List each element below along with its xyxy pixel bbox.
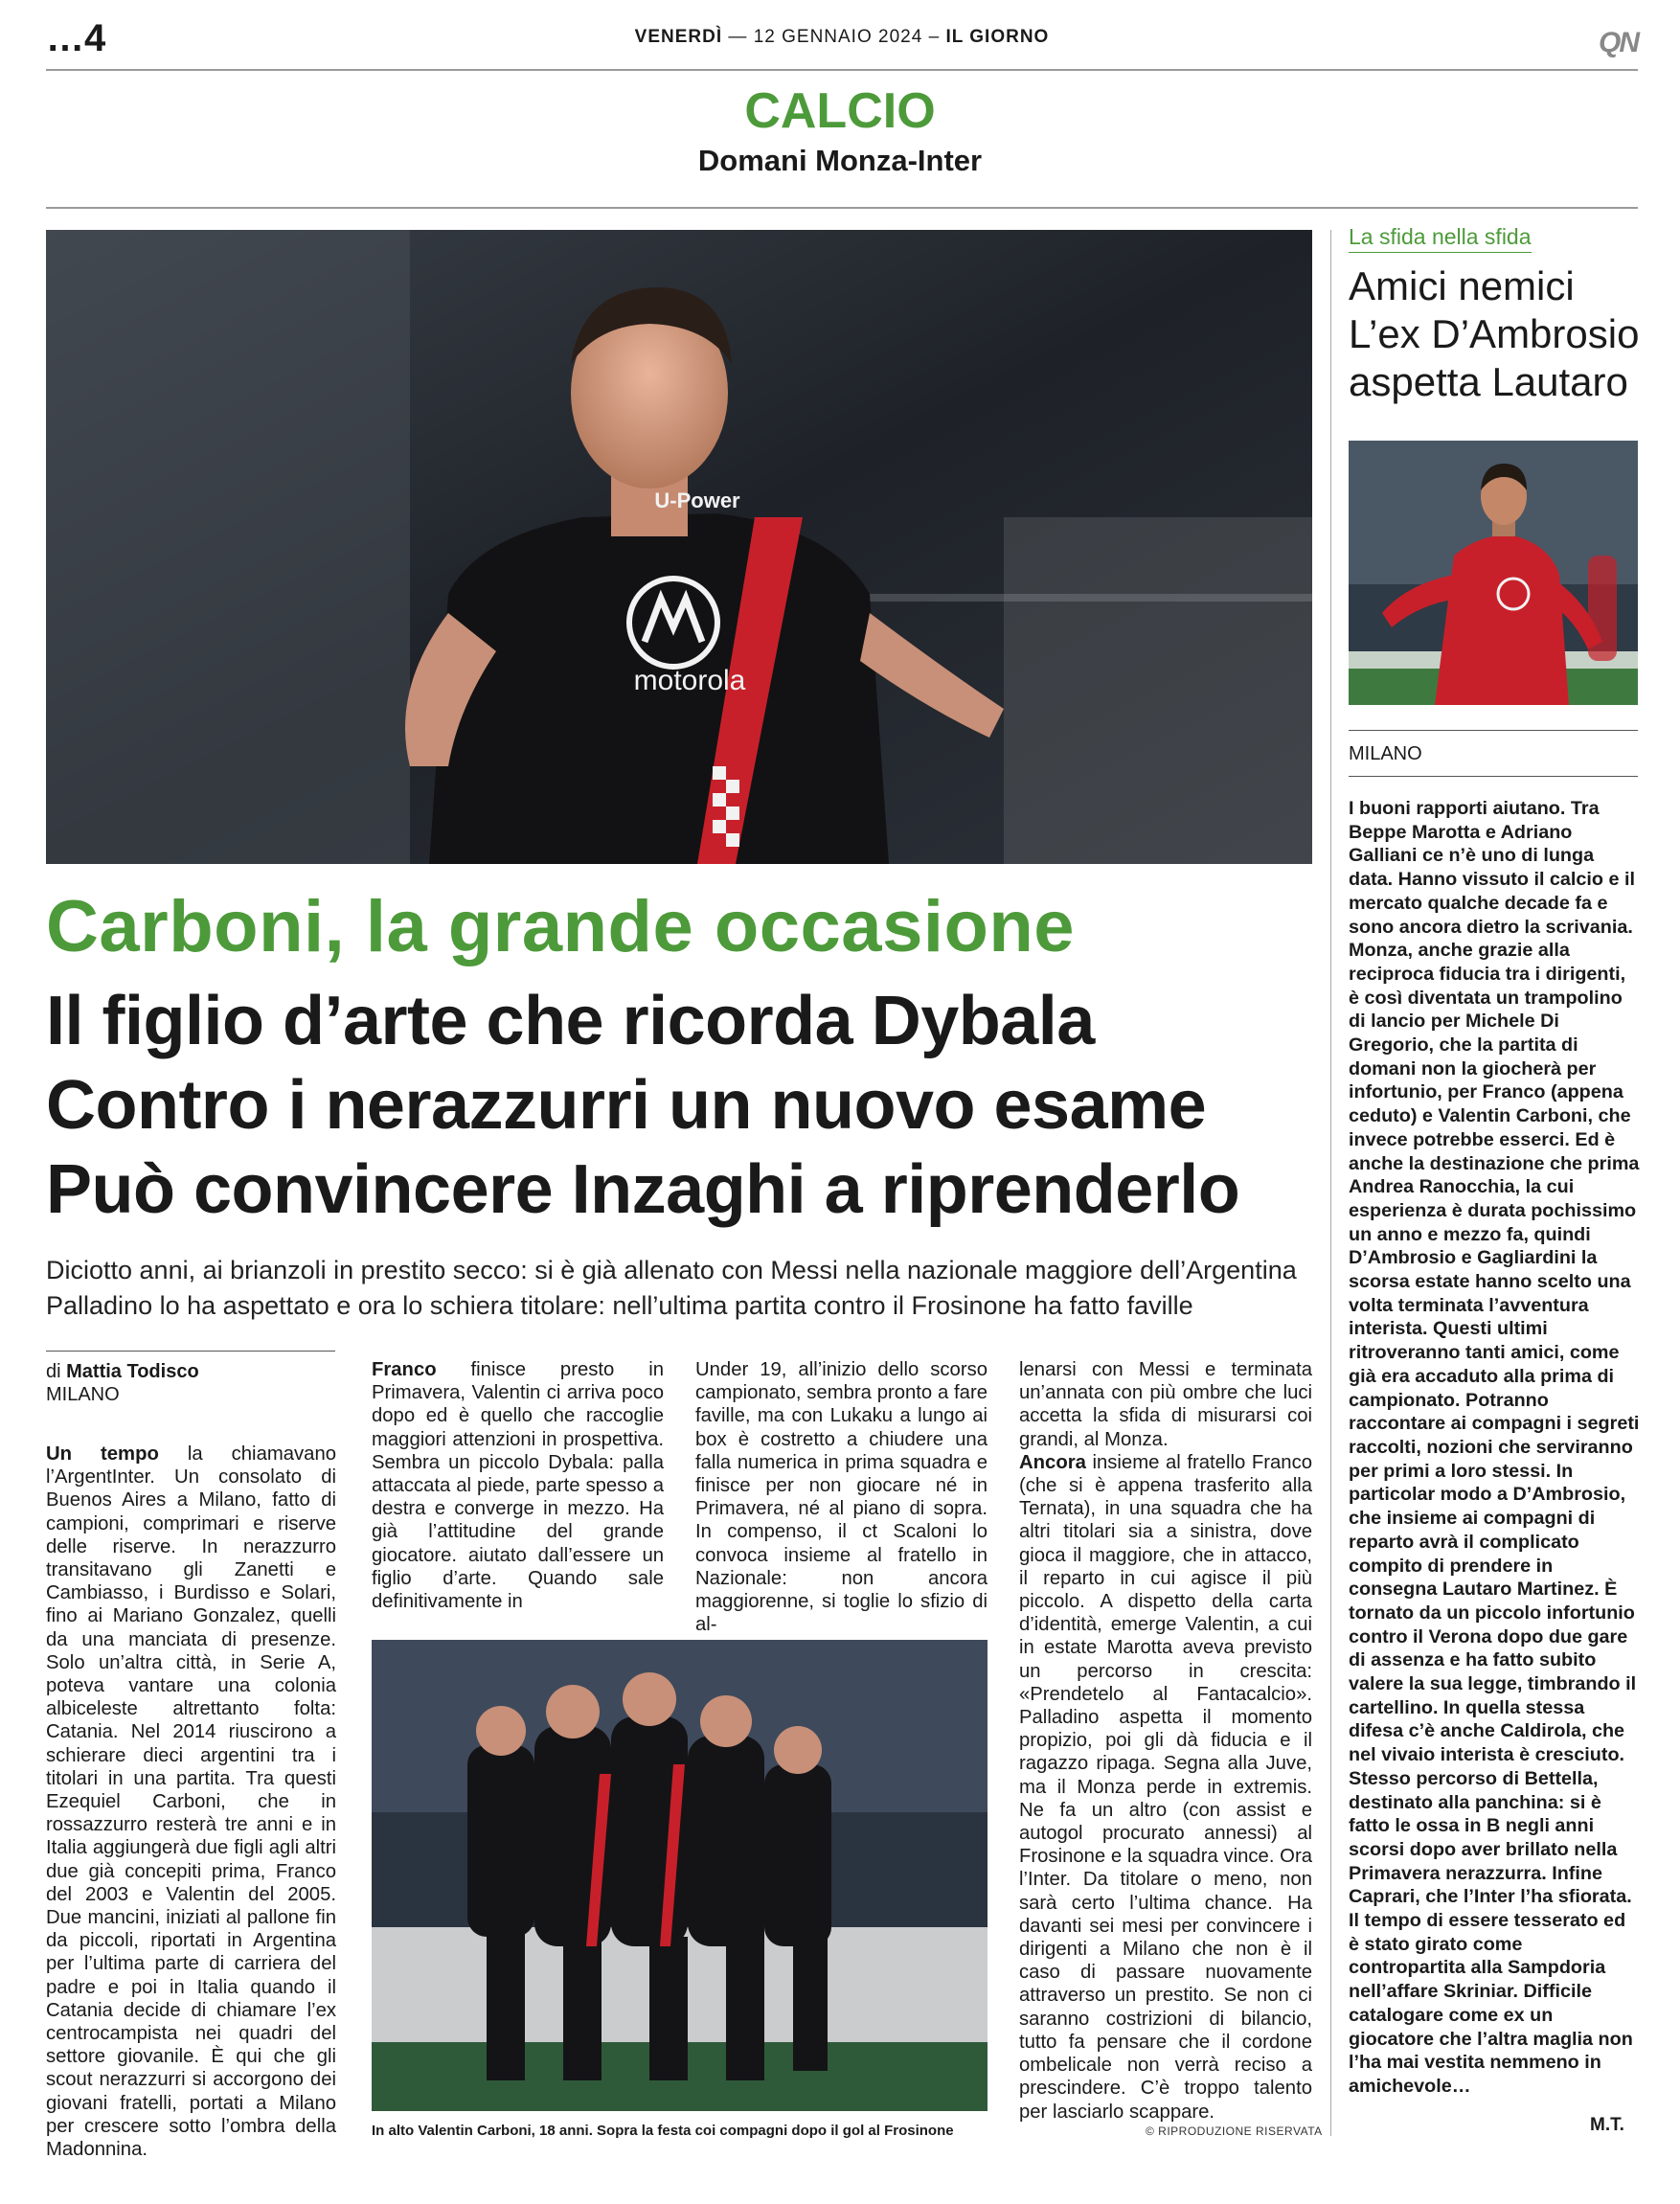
dateline: VENERDÌ — 12 GENNAIO 2024 – IL GIORNO — [634, 27, 1050, 47]
byline-prefix: di — [46, 1361, 61, 1382]
divider — [1349, 730, 1638, 731]
byline — [46, 1360, 199, 1406]
date: 12 GENNAIO 2024 — [753, 27, 923, 47]
article-column-1 — [46, 1443, 336, 2161]
headline-main — [46, 979, 1239, 1232]
sponsor-text: U-Power — [654, 489, 740, 512]
page-number: …4 — [46, 17, 106, 59]
article-column-4 — [1019, 1358, 1312, 2124]
sidebar-photo-illustration — [1349, 441, 1638, 705]
sidebar-title-line-1: Amici nemici — [1349, 263, 1575, 308]
column-divider — [1330, 230, 1331, 2136]
celebration-photo — [372, 1640, 988, 2111]
sidebar-title-line-2: L’ex D’Ambrosio — [1349, 311, 1640, 356]
summary-line-2: Palladino lo ha aspettato e ora lo schiera titolare: nell’ultima partita contro il Frosinone ha fatto faville — [46, 1291, 1193, 1320]
article-column-2 — [372, 1358, 664, 1613]
section-subtitle: Domani Monza-Inter — [697, 144, 983, 177]
byline-place: MILANO — [46, 1384, 120, 1405]
shirt-logo-text: motorola — [633, 665, 746, 696]
section-title: CALCIO — [744, 83, 936, 139]
sidebar-kicker: La sfida nella sfida — [1349, 224, 1532, 253]
column-text: finisce presto in Primavera, Valentin ci arriva poco dopo ed è quello che raccoglie maggiori attenzioni in prospettiva. Sembra un piccolo Dybala: palla attaccata al piede, parte spesso a destra e converge in mezzo. Ha già l’attitudine del grande giocatore. aiutato dall’essere un figlio d’arte. Quando sale definitivamente in — [372, 1359, 664, 1613]
column-text: insieme al fratello Franco (che si è appena trasferito alla Ternata), in una squadra che ha altri titolari sia a sinistra, dove gioca il maggiore, che in attacco, il reparto in cui agisce il più piccolo. A dispetto della carta d’identità, emerge Valentin, a cui in estate Marotta aveva previsto un percorso in crescita: «Prendetelo al Fantacalcio». Palladino aspetta il momento propizio, poi gli dà fiducia e il ragazzo ripaga. Segna alla Juve, ma il Monza perde in extremis. Ne fa un altro (con assist e autogol procurato annessi) al Frosinone e la squadra vince. Ora l’Inter. Da titolare o meno, non sarà certo l’ultima chance. Ha davanti sei mesi per convincere i dirigenti a Milano che non è il caso di passare nuovamente attraverso un prestito. Se non ci saranno costrizioni di bilancio, tutto fa pensare che il cordone ombelicale non verrà reciso a prescindere. C’è troppo talento per lasciarlo scappare. — [1019, 1451, 1312, 2123]
copyright-notice: © RIPRODUZIONE RISERVATA — [1146, 2124, 1323, 2138]
divider — [46, 207, 1638, 209]
lead-word: Franco — [372, 1359, 437, 1380]
headline-line-2: Contro i nerazzurri un nuovo esame — [46, 1067, 1207, 1144]
page-header — [46, 17, 1638, 71]
newspaper-name: IL GIORNO — [945, 27, 1050, 47]
sidebar-signature: M.T. — [1590, 2115, 1624, 2135]
article-column-3 — [695, 1358, 988, 1636]
lead-word: Un tempo — [46, 1443, 159, 1465]
main-photo-illustration — [46, 230, 1312, 864]
column-text: lenarsi con Messi e terminata un’annata con più ombre che luci accetta la sfida di misurarsi coi grandi, al Monza. — [1019, 1359, 1312, 1450]
lead-word: I buoni — [1349, 798, 1411, 819]
sidebar-title — [1349, 262, 1646, 406]
photo-caption: In alto Valentin Carboni, 18 anni. Sopra la festa coi compagni dopo il gol al Frosinone — [372, 2123, 954, 2139]
author-name: Mattia Todisco — [66, 1361, 199, 1382]
celebration-photo-illustration — [372, 1640, 988, 2111]
sidebar-photo — [1349, 441, 1638, 705]
sidebar-title-line-3: aspetta Lautaro — [1349, 359, 1628, 404]
headline-line-1: Il figlio d’arte che ricorda Dybala — [46, 983, 1095, 1059]
article-summary — [46, 1253, 1312, 1324]
divider — [46, 1351, 335, 1352]
lead-word: Ancora — [1019, 1451, 1086, 1473]
sidebar-text: rapporti aiutano. Tra Beppe Marotta e Adriano Galliani ce n’è uno di lunga data. Hanno vissuto il calcio e il mercato qualche decade fa e sono ancora dietro la scrivania. Monza, anche grazie alla reciproca fiducia tra i dirigenti, è così diventata un trampolino di lancio per Michele Di Gregorio, che la partita di domani non la giocherà per infortunio, per Franco (appena ceduto) e Valentin Carboni, che invece potrebbe esserci. Ed è anche la destinazione che prima Andrea Ranocchia, la cui esperienza è durata pochissimo un anno e mezzo fa, quindi D’Ambrosio e Gagliardini la scorsa estate hanno scelto una volta terminata l’avventura interista. Questi ultimi ritroveranno tanti amici, come già era accaduto alla prima di campionato. Potranno raccontare ai compagni i segreti raccolti, nozioni che serviranno per primi a loro stessi. In particolar modo a D’Ambrosio, che insieme ai compagni di reparto avrà il complicato compito di prendere in consegna Lautaro Martinez. È tornato da un piccolo infortunio contro il Verona dopo due gare di assenza e ha fatto subito valere la sua legge, timbrando il cartellino. In quella stessa difesa c’è anche Caldirola, che nel vivaio interista è cresciuto. Stesso percorso di Bettella, destinato alla panchina: si è fatto le ossa in B negli anni scorsi dopo aver brillato nella Primavera nerazzurra. Infine Caprari, che l’Inter l’ha sfiorata. Il tempo di essere tesserato ed è stato girato come contropartita alla Sampdoria nell’affare Skriniar. Difficile catalogare come ex un giocatore che l’altra maglia non l’ha mai vestita nemmeno in amichevole… — [1349, 798, 1640, 2097]
headline-line-3: Può convincere Inzaghi a riprenderlo — [46, 1151, 1240, 1228]
column-text: la chiamavano l’ArgentInter. Un consolato di Buenos Aires a Milano, fatto di campioni, comprimari e riserve delle riserve. In nerazzurro transitavano gli Zanetti e Cambiasso, i Burdisso e Solari, fino ai Mariano Gonzalez, quelli da una manciata di presenze. Solo un’altra città, in Serie A, poteva vantare una colonia albiceleste altrettanto folta: Catania. Nel 2014 riuscirono a schierare dieci argentini tra i titolari in una partita. Tra questi Ezequiel Carboni, che in rossazzurro resterà tre anni e in Italia aggiungerà due figli agli altri due già concepiti prima, Franco del 2003 e Valentin del 2005. Due mancini, iniziati al pallone fin da piccoli, riportati in Argentina per l’ultima parte di carriera del padre e poi in Italia quando il Catania decide di chiamare l’ex centrocampista nei quadri del settore giovanile. È qui che gli scout nerazzurri si accorgono dei giovani fratelli, portati a Milano per crescere sotto l’ombra della Madonnina. — [46, 1443, 336, 2161]
divider — [1349, 776, 1638, 777]
headline-kicker: Carboni, la grande occasione — [46, 886, 1076, 967]
weekday: VENERDÌ — [634, 27, 723, 47]
main-photo — [46, 230, 1312, 864]
summary-line-1: Diciotto anni, ai brianzoli in prestito secco: si è già allenato con Messi nella nazionale maggiore dell’Argentina — [46, 1256, 1297, 1284]
sidebar-body — [1349, 797, 1640, 2099]
column-text: Under 19, all’inizio dello scorso campionato, sembra pronto a fare faville, ma con Lukaku a lungo ai box è costretto a chiudere una falla numerica in prima squadra e finisce per non giocare né in Primavera, né al piano di sopra. In compenso, il ct Scaloni lo convoca insieme al fratello in Nazionale: non ancora maggiorenne, si toglie lo sfizio di al- — [695, 1359, 988, 1636]
sidebar-place: MILANO — [1349, 743, 1422, 764]
qn-logo: QN — [1599, 27, 1638, 58]
